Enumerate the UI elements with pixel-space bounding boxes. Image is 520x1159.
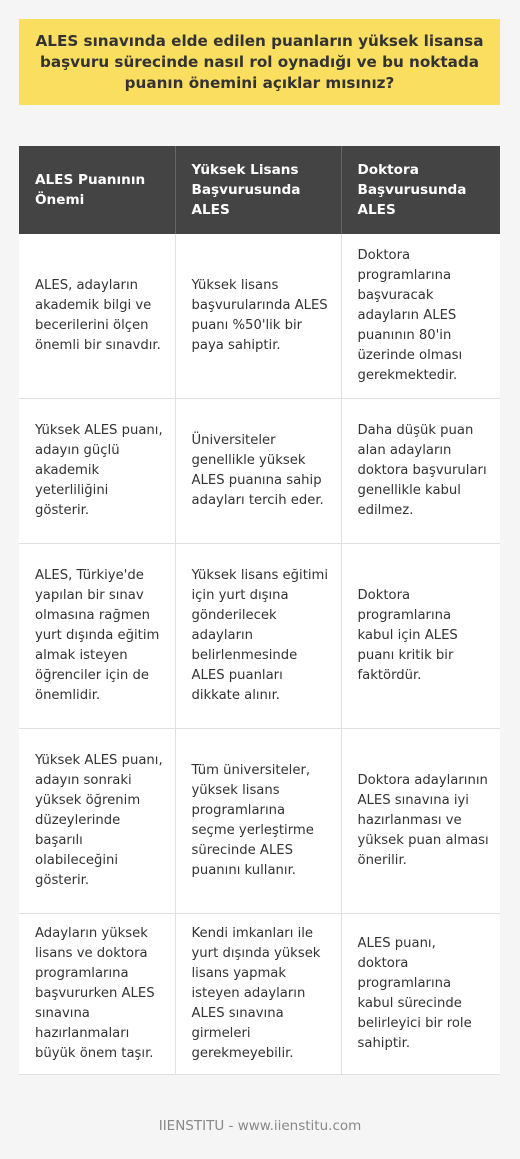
table-header-row: [19, 146, 500, 234]
table-cell: Tüm üniversiteler, yüksek lisans programlarına seçme yerleştirme sürecinde ALES puanını kullanır.: [175, 728, 341, 913]
table-cell: Doktora programlarına başvuracak adayların ALES puanının 80'in üzerinde olması gerekmektedir.: [341, 234, 500, 398]
table-cell: Yüksek lisans başvurularında ALES puanı %50'lik bir paya sahiptir.: [175, 234, 341, 398]
footer-credit: IIENSTITU - www.iienstitu.com: [158, 1118, 362, 1134]
table-cell: Daha düşük puan alan adayların doktora başvuruları genellikle kabul edilmez.: [341, 398, 500, 543]
column-header-doctorate: Doktora Başvurusunda ALES: [341, 146, 500, 234]
table-row: [19, 234, 500, 398]
table-row: [19, 913, 500, 1074]
table-cell: ALES, adayların akademik bilgi ve becerilerini ölçen önemli bir sınavdır.: [19, 234, 175, 398]
table-cell: Üniversiteler genellikle yüksek ALES puanına sahip adayları tercih eder.: [175, 398, 341, 543]
table-row: [19, 728, 500, 913]
table-cell: Yüksek lisans eğitimi için yurt dışına gönderilecek adayların belirlenmesinde ALES puanları dikkate alınır.: [175, 543, 341, 728]
table-cell: Adayların yüksek lisans ve doktora programlarına başvururken ALES sınavına hazırlanmaları büyük önem taşır.: [19, 913, 175, 1074]
question-banner: [19, 19, 500, 105]
question-text: ALES sınavında elde edilen puanların yüksek lisansa başvuru sürecinde nasıl rol oynadığı ve bu noktada puanın önemini açıklar mısınız?: [35, 31, 484, 92]
table-cell: Yüksek ALES puanı, adayın sonraki yüksek öğrenim düzeylerinde başarılı olabileceğini gösterir.: [19, 728, 175, 913]
column-header-ales-importance: ALES Puanının Önemi: [19, 146, 175, 234]
table-row: [19, 398, 500, 543]
column-header-masters: Yüksek Lisans Başvurusunda ALES: [175, 146, 341, 234]
table-cell: Doktora adaylarının ALES sınavına iyi hazırlanması ve yüksek puan alması önerilir.: [341, 728, 500, 913]
table-cell: ALES, Türkiye'de yapılan bir sınav olmasına rağmen yurt dışında eğitim almak isteyen öğrenciler için de önemlidir.: [19, 543, 175, 728]
table-row: [19, 543, 500, 728]
table-cell: Kendi imkanları ile yurt dışında yüksek lisans yapmak isteyen adayların ALES sınavına girmeleri gerekmeyebilir.: [175, 913, 341, 1074]
table-cell: Doktora programlarına kabul için ALES puanı kritik bir faktördür.: [341, 543, 500, 728]
table-cell: Yüksek ALES puanı, adayın güçlü akademik yeterliliğini gösterir.: [19, 398, 175, 543]
comparison-table: [19, 146, 500, 1075]
table-cell: ALES puanı, doktora programlarına kabul sürecinde belirleyici bir role sahiptir.: [341, 913, 500, 1074]
